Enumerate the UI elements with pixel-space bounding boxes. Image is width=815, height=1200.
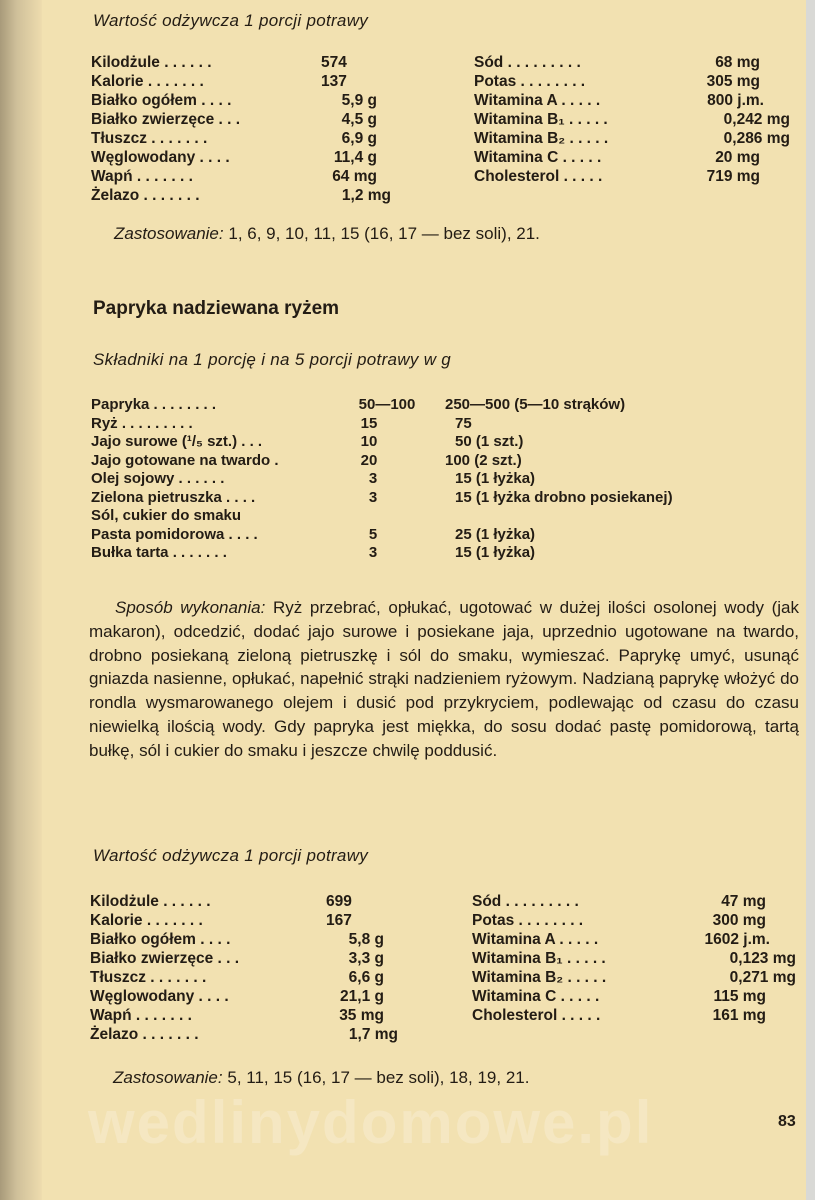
- nutrition-label: Wapń . . . . . . .: [90, 1007, 192, 1024]
- nutrition-label: Kalorie . . . . . . .: [91, 73, 204, 90]
- ingredient-one-portion: 20: [360, 451, 378, 469]
- nutrition-label: Żelazo . . . . . . .: [90, 1026, 199, 1043]
- nutrition-value: 300 mg: [712, 912, 766, 929]
- nutrition-value: 4,5 g: [341, 111, 377, 128]
- nutrition-value: 3,3 g: [348, 950, 384, 967]
- nutrition-value: 47 mg: [721, 893, 766, 910]
- ingredient-five-portions: 50 (1 szt.): [455, 433, 524, 450]
- recipe-title: Papryka nadziewana ryżem: [93, 298, 340, 319]
- nutrition-value: 719 mg: [706, 168, 760, 185]
- ingredient-five-portions: 100 (2 szt.): [445, 451, 522, 469]
- method-text: Ryż przebrać, opłukać, ugotować w dużej ilości osolonej wody (jak makaron), odcedzić, dodać jajo surowe i posiekane jaja, uprzednio ugotowane na twardo, drobno posiekaną zieloną pietruszkę i sól do smaku, wymieszać. Paprykę umyć, usunąć gniazda nasienne, opłukać, napełnić strąki nadzieniem ryżowym. Nadzianą paprykę włożyć do rondla wysmarowanego olejem i dusić pod przykryciem, podlewając od czasu do czasu niewielką ilością wody. Gdy papryka jest miękka, do sosu dodać pastę pomidorową, tartą bułkę, sól i cukier do smaku i jeszcze chwilę poddusić.: [89, 598, 799, 760]
- ingredient-one-portion: 15: [360, 414, 378, 432]
- nutrition-value: 20 mg: [715, 149, 760, 166]
- nutrition-value: 0,286 mg: [723, 130, 790, 147]
- ingredient-five-portions: 75: [455, 414, 472, 432]
- nutrition-value: 115 mg: [713, 988, 766, 1005]
- usage-line-1: [114, 224, 540, 244]
- ingredient-five-portions: 250—500 (5—10 strąków): [445, 396, 626, 413]
- method-label: Sposób wykonania:: [115, 598, 266, 617]
- nutrition-label: Witamina A . . . . .: [474, 92, 601, 109]
- nutrition-value: 161 mg: [712, 1007, 766, 1024]
- nutrition-value: 21,1 g: [340, 988, 384, 1005]
- nutrition-value: 5,8 g: [348, 931, 384, 948]
- nutrition-value: 64 mg: [332, 168, 377, 185]
- nutrition-table-2-left: [90, 892, 420, 1052]
- nutrition-heading-1: Wartość odżywcza 1 porcji potrawy: [93, 11, 369, 30]
- nutrition-value: 0,242 mg: [723, 111, 790, 128]
- nutrition-value: 800 j.m.: [707, 92, 764, 109]
- nutrition-label: Witamina A . . . . .: [472, 931, 599, 948]
- nutrition-label: Żelazo . . . . . . .: [91, 187, 200, 204]
- nutrition-label: Białko ogółem . . . .: [90, 931, 231, 948]
- nutrition-value: 1,2 mg: [341, 187, 391, 204]
- nutrition-value: 5,9 g: [341, 92, 377, 109]
- nutrition-value: 0,123 mg: [729, 950, 796, 967]
- nutrition-value: 35 mg: [339, 1007, 384, 1024]
- ingredient-five-portions: 15 (1 łyżka): [455, 470, 536, 487]
- ingredient-one-portion: 3: [368, 544, 378, 561]
- nutrition-table-1-right: [474, 53, 794, 193]
- ingredient-name: Ryż . . . . . . . . .: [91, 414, 193, 432]
- page-number: 83: [778, 1113, 796, 1130]
- nutrition-value: 0,271 mg: [729, 969, 796, 986]
- ingredient-name: Jajo gotowane na twardo .: [91, 451, 279, 469]
- nutrition-label: Węglowodany . . . .: [90, 988, 229, 1005]
- ingredient-name: Papryka . . . . . . . .: [91, 396, 217, 413]
- nutrition-table-2-right: [472, 892, 802, 1032]
- method-paragraph: [89, 596, 799, 763]
- ingredient-name: Bułka tarta . . . . . . .: [91, 544, 227, 561]
- ingredient-five-portions: 25 (1 łyżka): [455, 525, 536, 543]
- nutrition-label: Kalorie . . . . . . .: [90, 912, 203, 929]
- ingredient-one-portion: 50—100: [358, 396, 416, 413]
- usage-label: Zastosowanie:: [113, 1068, 223, 1087]
- nutrition-value: 1,7 mg: [348, 1026, 398, 1043]
- nutrition-label: Cholesterol . . . . .: [472, 1007, 601, 1024]
- ingredient-five-portions: 15 (1 łyżka): [455, 544, 536, 561]
- watermark: wedlinydomowe.pl: [88, 1089, 654, 1156]
- nutrition-label: Kilodżule . . . . . .: [90, 893, 211, 910]
- usage-label: Zastosowanie:: [114, 224, 224, 243]
- nutrition-value: 6,6 g: [348, 969, 384, 986]
- nutrition-label: Białko zwierzęce . . .: [90, 950, 240, 967]
- page-spine-shadow: [0, 0, 42, 1200]
- usage-line-2: [113, 1068, 529, 1088]
- ingredient-five-portions: 15 (1 łyżka drobno posiekanej): [455, 488, 673, 506]
- nutrition-label: Tłuszcz . . . . . . .: [90, 969, 207, 986]
- nutrition-label: Witamina B₁ . . . . .: [474, 111, 608, 128]
- nutrition-label: Sód . . . . . . . . .: [474, 54, 581, 71]
- nutrition-label: Potas . . . . . . . .: [474, 73, 586, 90]
- ingredient-name: Sól, cukier do smaku: [91, 507, 242, 524]
- ingredient-one-portion: 3: [368, 488, 378, 506]
- ingredients-table: [91, 396, 781, 566]
- ingredient-name: Olej sojowy . . . . . .: [91, 470, 225, 487]
- nutrition-value: 1602 j.m.: [704, 931, 770, 948]
- nutrition-label: Witamina C . . . . .: [474, 149, 602, 166]
- nutrition-heading-2: Wartość odżywcza 1 porcji potrawy: [93, 846, 369, 865]
- nutrition-label: Białko ogółem . . . .: [91, 92, 232, 109]
- nutrition-label: Witamina B₁ . . . . .: [472, 950, 606, 967]
- nutrition-value: 6,9 g: [341, 130, 377, 147]
- nutrition-label: Węglowodany . . . .: [91, 149, 230, 166]
- usage-value: 5, 11, 15 (16, 17 — bez soli), 18, 19, 21.: [227, 1068, 530, 1087]
- nutrition-value: 574: [321, 54, 347, 71]
- nutrition-label: Tłuszcz . . . . . . .: [91, 130, 208, 147]
- nutrition-label: Białko zwierzęce . . .: [91, 111, 241, 128]
- ingredient-name: Zielona pietruszka . . . .: [91, 488, 256, 506]
- nutrition-label: Sód . . . . . . . . .: [472, 893, 579, 910]
- ingredient-name: Jajo surowe (¹/₅ szt.) . . .: [91, 433, 263, 450]
- nutrition-label: Kilodżule . . . . . .: [91, 54, 212, 71]
- ingredient-one-portion: 5: [368, 525, 378, 543]
- nutrition-value: 305 mg: [706, 73, 760, 90]
- nutrition-label: Potas . . . . . . . .: [472, 912, 584, 929]
- nutrition-table-1-left: [91, 53, 411, 213]
- ingredient-name: Pasta pomidorowa . . . .: [91, 525, 258, 543]
- ingredient-one-portion: 3: [368, 470, 378, 487]
- nutrition-label: Witamina B₂ . . . . .: [474, 130, 609, 147]
- nutrition-label: Wapń . . . . . . .: [91, 168, 193, 185]
- nutrition-label: Cholesterol . . . . .: [474, 168, 603, 185]
- nutrition-value: 699: [326, 893, 352, 910]
- nutrition-value: 137: [321, 73, 347, 90]
- nutrition-label: Witamina C . . . . .: [472, 988, 600, 1005]
- nutrition-value: 68 mg: [715, 54, 760, 71]
- nutrition-value: 11,4 g: [333, 149, 377, 166]
- ingredient-one-portion: 10: [360, 433, 378, 450]
- nutrition-label: Witamina B₂ . . . . .: [472, 969, 607, 986]
- usage-value: 1, 6, 9, 10, 11, 15 (16, 17 — bez soli), 21.: [228, 224, 540, 243]
- nutrition-value: 167: [326, 912, 352, 929]
- ingredients-heading: Składniki na 1 porcję i na 5 porcji potrawy w g: [93, 350, 452, 369]
